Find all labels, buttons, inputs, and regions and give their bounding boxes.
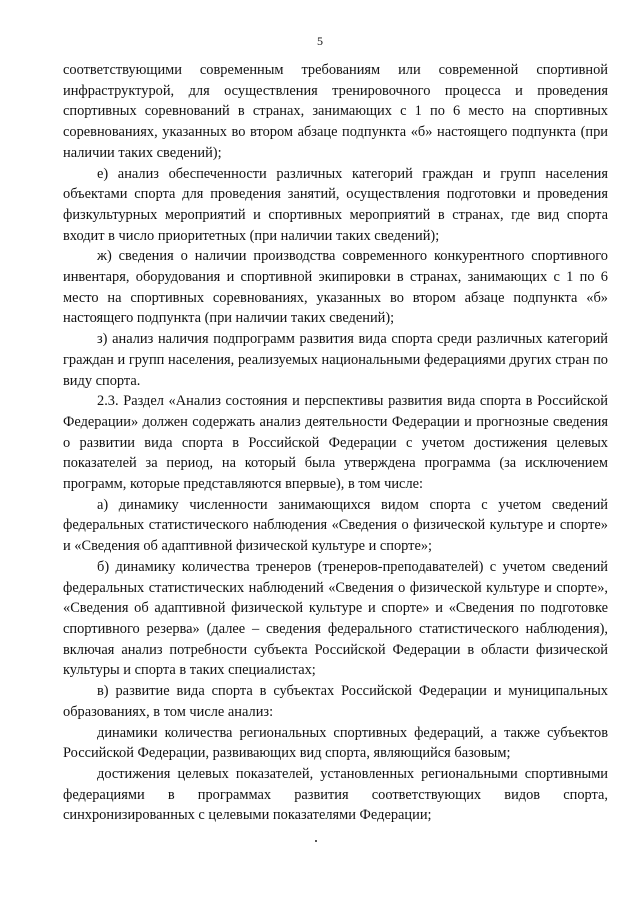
document-body [63,60,608,826]
paragraph-dynamics-federations: динамики количества региональных спортивных федераций, а также субъектов Российской Федерации, развивающих вид спорта, являющийся базовым; [63,724,608,762]
paragraph-item-z: з) анализ наличия подпрограмм развития вида спорта среди различных категорий граждан и групп населения, реализуемых национальными федерациями других стран по виду спорта. [63,331,608,389]
paragraph-section-2-3: 2.3. Раздел «Анализ состояния и перспективы развития вида спорта в Российской Федерации» должен содержать анализ деятельности Федерации и прогнозные сведения о развитии вида спорта в Российской Федерации с учетом достижения целевых показателей за период, на который была утверждена программа (за исключением программ, которые представляются впервые), в том числе: [63,393,608,493]
paragraph-item-zh: ж) сведения о наличии производства современного конкурентного спортивного инвентаря, оборудования и спортивной экипировки в странах, занимающих с 1 по 6 место на спортивных соревнованиях, указанных во втором абзаце подпункта «б» настоящего подпункта (при наличии таких сведений); [63,248,608,327]
page-number: 5 [317,34,323,48]
paragraph-item-e: е) анализ обеспеченности различных категорий граждан и групп населения объектами спорта для проведения занятий, осуществления подготовки и проведения физкультурных мероприятий и спортивных мероприятий в странах, где вид спорта входит в число приоритетных (при наличии таких сведений); [63,165,608,244]
paragraph-item-v: в) развитие вида спорта в субъектах Российской Федерации и муниципальных образованиях, в том числе анализ: [63,683,608,720]
paragraph-item-a: а) динамику численности занимающихся видом спорта с учетом сведений федеральных статистического наблюдения «Сведения о физической культуре и спорте» и «Сведения об адаптивной физической культуре и спорте»; [63,496,608,555]
paragraph-continuation: соответствующими современным требованиям или современной спортивной инфраструктурой, для осуществления тренировочного процесса и проведения спортивных соревнований в странах, занимающих с 1 по 6 место на спортивных соревнованиях, указанных во втором абзаце подпункта «б» настоящего подпункта (при наличии таких сведений); [63,62,608,161]
paragraph-target-indicators: достижения целевых показателей, установленных региональными спортивными федерациями в программах развития соответствующих видов спорта, синхронизированных с целевыми показателями Федерации; [63,765,608,824]
paragraph-item-b: б) динамику количества тренеров (тренеров-преподавателей) с учетом сведений федеральных статистических наблюдений «Сведения о физической культуре и спорте», «Сведения об адаптивной физической культуре и спорте» и «Сведения по подготовке спортивного резерва» (далее – сведения федерального статистического наблюдения), включая анализ потребности субъекта Российской Федерации в области физической культуры и спорта в таких специалистах; [63,558,608,679]
scan-artifact-dot [315,840,317,842]
